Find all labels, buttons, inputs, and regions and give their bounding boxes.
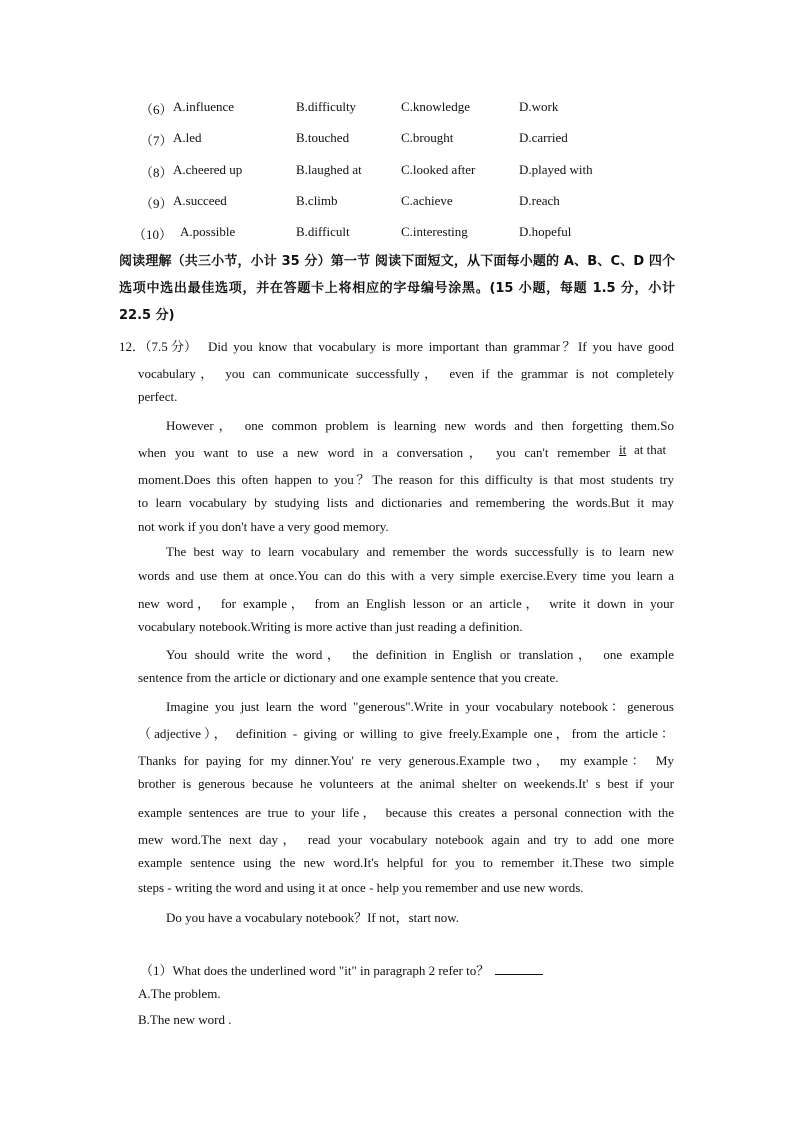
passage-line: vocabulary， you can communicate successfully， even if the grammar is not completely: [138, 366, 674, 381]
passage-line: not work if you don't have a very good memory.: [138, 519, 389, 534]
passage-line: example sentence using the new word.It's helpful for you to remember it.These two simple: [138, 855, 674, 870]
passage-line: new word， for example， from an English lesson or an article， write it down in your: [138, 596, 674, 611]
choice-b[interactable]: B.The new word .: [138, 1012, 232, 1027]
passage-line: perfect.: [138, 389, 178, 404]
question-header: [119, 336, 197, 355]
passage-line: Do you have a vocabulary notebook？If not，start now.: [166, 910, 460, 925]
passage-line: steps - writing the word and using it at once - help you remember and use new words.: [138, 880, 584, 895]
option-a: A.led: [173, 130, 202, 145]
option-c: C.knowledge: [401, 99, 470, 114]
passage-line: example sentences are true to your life， because this creates a personal connection with the: [138, 805, 674, 820]
option-d: D.work: [519, 99, 559, 114]
option-c: C.brought: [401, 130, 454, 145]
passage-line: （adjective）， definition - giving or willing to give freely.Example one，from the article：: [138, 726, 674, 741]
choice-a[interactable]: A.The problem.: [138, 986, 221, 1001]
passage-line: sentence from the article or dictionary and one example sentence that you create.: [138, 670, 559, 685]
underlined-word: [619, 442, 626, 458]
option-row-7: [0, 130, 794, 150]
option-row-10: [0, 224, 794, 244]
option-number: （8）: [140, 165, 173, 180]
option-row-6: [0, 99, 794, 119]
option-a: A.succeed: [173, 193, 227, 208]
option-number: （10）: [133, 227, 173, 242]
passage-line: moment.Does this often happen to you？The reason for this difficulty is that most students try: [138, 472, 674, 487]
option-row-9: [0, 193, 794, 213]
option-number: （9）: [140, 196, 173, 211]
option-c: C.achieve: [401, 193, 453, 208]
option-a: A.cheered up: [173, 162, 243, 177]
passage-line: The best way to learn vocabulary and remember the words successfully is to learn new: [166, 544, 674, 559]
option-d: D.reach: [519, 193, 560, 208]
option-d: D.carried: [519, 130, 568, 145]
option-a: A.influence: [173, 99, 235, 114]
option-row-8: [0, 162, 794, 182]
passage-line: when you want to use a new word in a conversation， you can't remember: [138, 445, 610, 460]
passage-line: words and use them at once.You can do this with a very simple exercise.Every time you learn a: [138, 568, 674, 583]
passage-line: Imagine you just learn the word "generous".Write in your vocabulary notebook：generous: [166, 699, 674, 714]
passage-line: Did you know that vocabulary is more important than grammar？If you have good: [208, 339, 674, 354]
question-number: 12．: [119, 339, 146, 354]
passage-line: to learn vocabulary by studying lists and dictionaries and remembering the words.But it may: [138, 495, 674, 510]
option-d: D.hopeful: [519, 224, 572, 239]
option-c: C.interesting: [401, 224, 468, 239]
option-b: B.difficulty: [296, 99, 357, 114]
answer-blank[interactable]: [495, 964, 543, 975]
passage-line: brother is generous because he volunteers at the animal shelter on weekends.It' s best if your: [138, 776, 674, 791]
passage-line: mew word.The next day， read your vocabulary notebook again and try to add one more: [138, 832, 674, 847]
sub-question-text: （1）What does the underlined word "it" in paragraph 2 refer to？: [140, 963, 490, 978]
section-heading: 阅读理解（共三小节，小计 35 分）第一节 阅读下面短文，从下面每小题的 A、B、C、D 四个选项中选出最佳选项，并在答题卡上将相应的字母编号涂黑。(15 小题，每题 1.5 分，小计 22.5 分): [119, 254, 675, 323]
option-b: B.laughed at: [296, 162, 362, 177]
option-b: B.touched: [296, 130, 350, 145]
passage-line: Thanks for paying for my dinner.You' re very generous.Example two， my example： My: [138, 753, 674, 768]
option-number: （6）: [140, 102, 173, 117]
option-d: D.played with: [519, 162, 593, 177]
question-score: （7.5 分）: [145, 339, 198, 354]
passage-line: You should write the word， the definition in English or translation， one example: [166, 647, 674, 662]
option-c: C.looked after: [401, 162, 476, 177]
option-number: （7）: [140, 133, 173, 148]
passage-line: at that: [634, 442, 667, 457]
underlined-it: it: [619, 442, 627, 457]
passage-line: However， one common problem is learning new words and then forgetting them.So: [166, 418, 674, 433]
option-a: A.possible: [180, 224, 236, 239]
passage-line: vocabulary notebook.Writing is more active than just reading a definition.: [138, 619, 523, 634]
sub-question: [140, 960, 543, 979]
option-b: B.climb: [296, 193, 338, 208]
option-b: B.difficult: [296, 224, 350, 239]
